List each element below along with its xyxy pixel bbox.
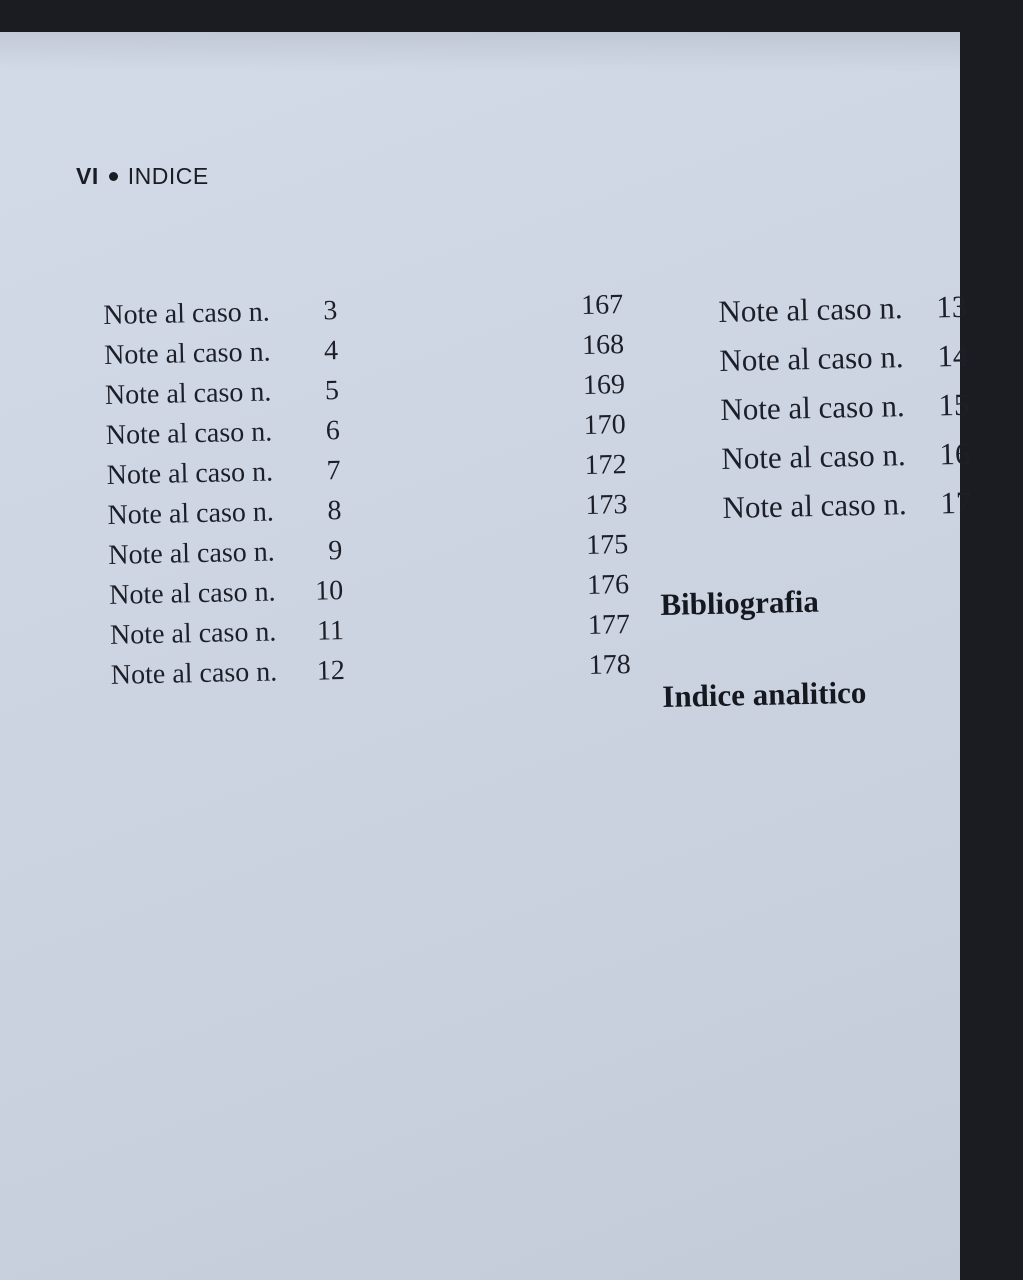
toc-entry-number: 7: [326, 455, 341, 487]
toc-entry-page: 169: [582, 369, 626, 401]
toc-entry-label: Note al caso n.: [718, 290, 903, 329]
toc-entry-page: 173: [585, 489, 628, 521]
section-heading-indice-analitico: Indice analitico: [661, 674, 867, 714]
toc-entry-number: 10: [314, 575, 344, 607]
toc-column-right: [718, 288, 1023, 539]
toc-entry-number: 8: [327, 495, 342, 527]
section-heading-bibliografia: Bibliografia: [660, 583, 820, 622]
toc-entry-number: 12: [316, 655, 346, 687]
toc-entry-page: 170: [583, 409, 627, 441]
toc-entry-label: Note al caso n.: [722, 486, 908, 525]
toc-entry: [720, 386, 1021, 441]
toc-entry-label: Note al caso n.: [110, 656, 278, 691]
toc-entry-label: Note al caso n.: [103, 336, 271, 371]
toc-column-left: [103, 289, 631, 700]
page-folio: VI: [76, 163, 99, 189]
toc-entry-number: 5: [324, 375, 340, 407]
toc-entry-page: 168: [581, 329, 625, 361]
toc-entry-number: 6: [325, 415, 341, 447]
toc-entry: [721, 435, 1022, 490]
toc-entry-label: Note al caso n.: [105, 416, 273, 451]
toc-entry: [719, 337, 1020, 392]
toc-entry-label: Note al caso n.: [108, 536, 276, 571]
toc-entry-page: 172: [584, 449, 627, 481]
running-head-title: INDICE: [127, 163, 209, 189]
page-shadow: [0, 32, 960, 72]
toc-entry-number: 16: [939, 435, 971, 472]
toc-entry-number: 11: [316, 615, 345, 647]
toc-entry-label: Note al caso n.: [104, 376, 272, 411]
toc-entry-number: 17: [940, 484, 972, 521]
toc-entry-label: Note al caso n.: [720, 388, 905, 427]
toc-entry: [722, 484, 1023, 539]
section-headings: [660, 583, 868, 771]
toc-entry-page: 175: [585, 529, 629, 561]
toc-entry-number: 9: [327, 535, 343, 567]
toc-entry-label: Note al caso n.: [109, 616, 277, 651]
bullet-icon: [109, 172, 118, 181]
toc-entry-label: Note al caso n.: [719, 339, 904, 378]
toc-entry: [718, 288, 1019, 343]
toc-entry-page: 176: [586, 569, 630, 601]
toc-entry-number: 15: [938, 386, 970, 423]
toc-entry-label: Note al caso n.: [721, 437, 906, 476]
toc-entry-label: Note al caso n.: [108, 576, 276, 611]
toc-entry-page: 178: [588, 649, 632, 681]
toc-entry-page: 167: [580, 289, 624, 321]
toc-entry-number: 4: [323, 335, 339, 367]
book-page: [0, 32, 972, 1280]
toc-entry-number: 13: [935, 288, 968, 325]
toc-entry-label: Note al caso n.: [103, 296, 271, 331]
toc-entry-number: 14: [936, 337, 969, 374]
running-head: [76, 163, 209, 190]
toc-entry-page: 177: [587, 609, 631, 641]
toc-entry-label: Note al caso n.: [107, 496, 275, 531]
toc-entry-number: 3: [322, 295, 338, 327]
toc-entry-label: Note al caso n.: [106, 456, 274, 491]
